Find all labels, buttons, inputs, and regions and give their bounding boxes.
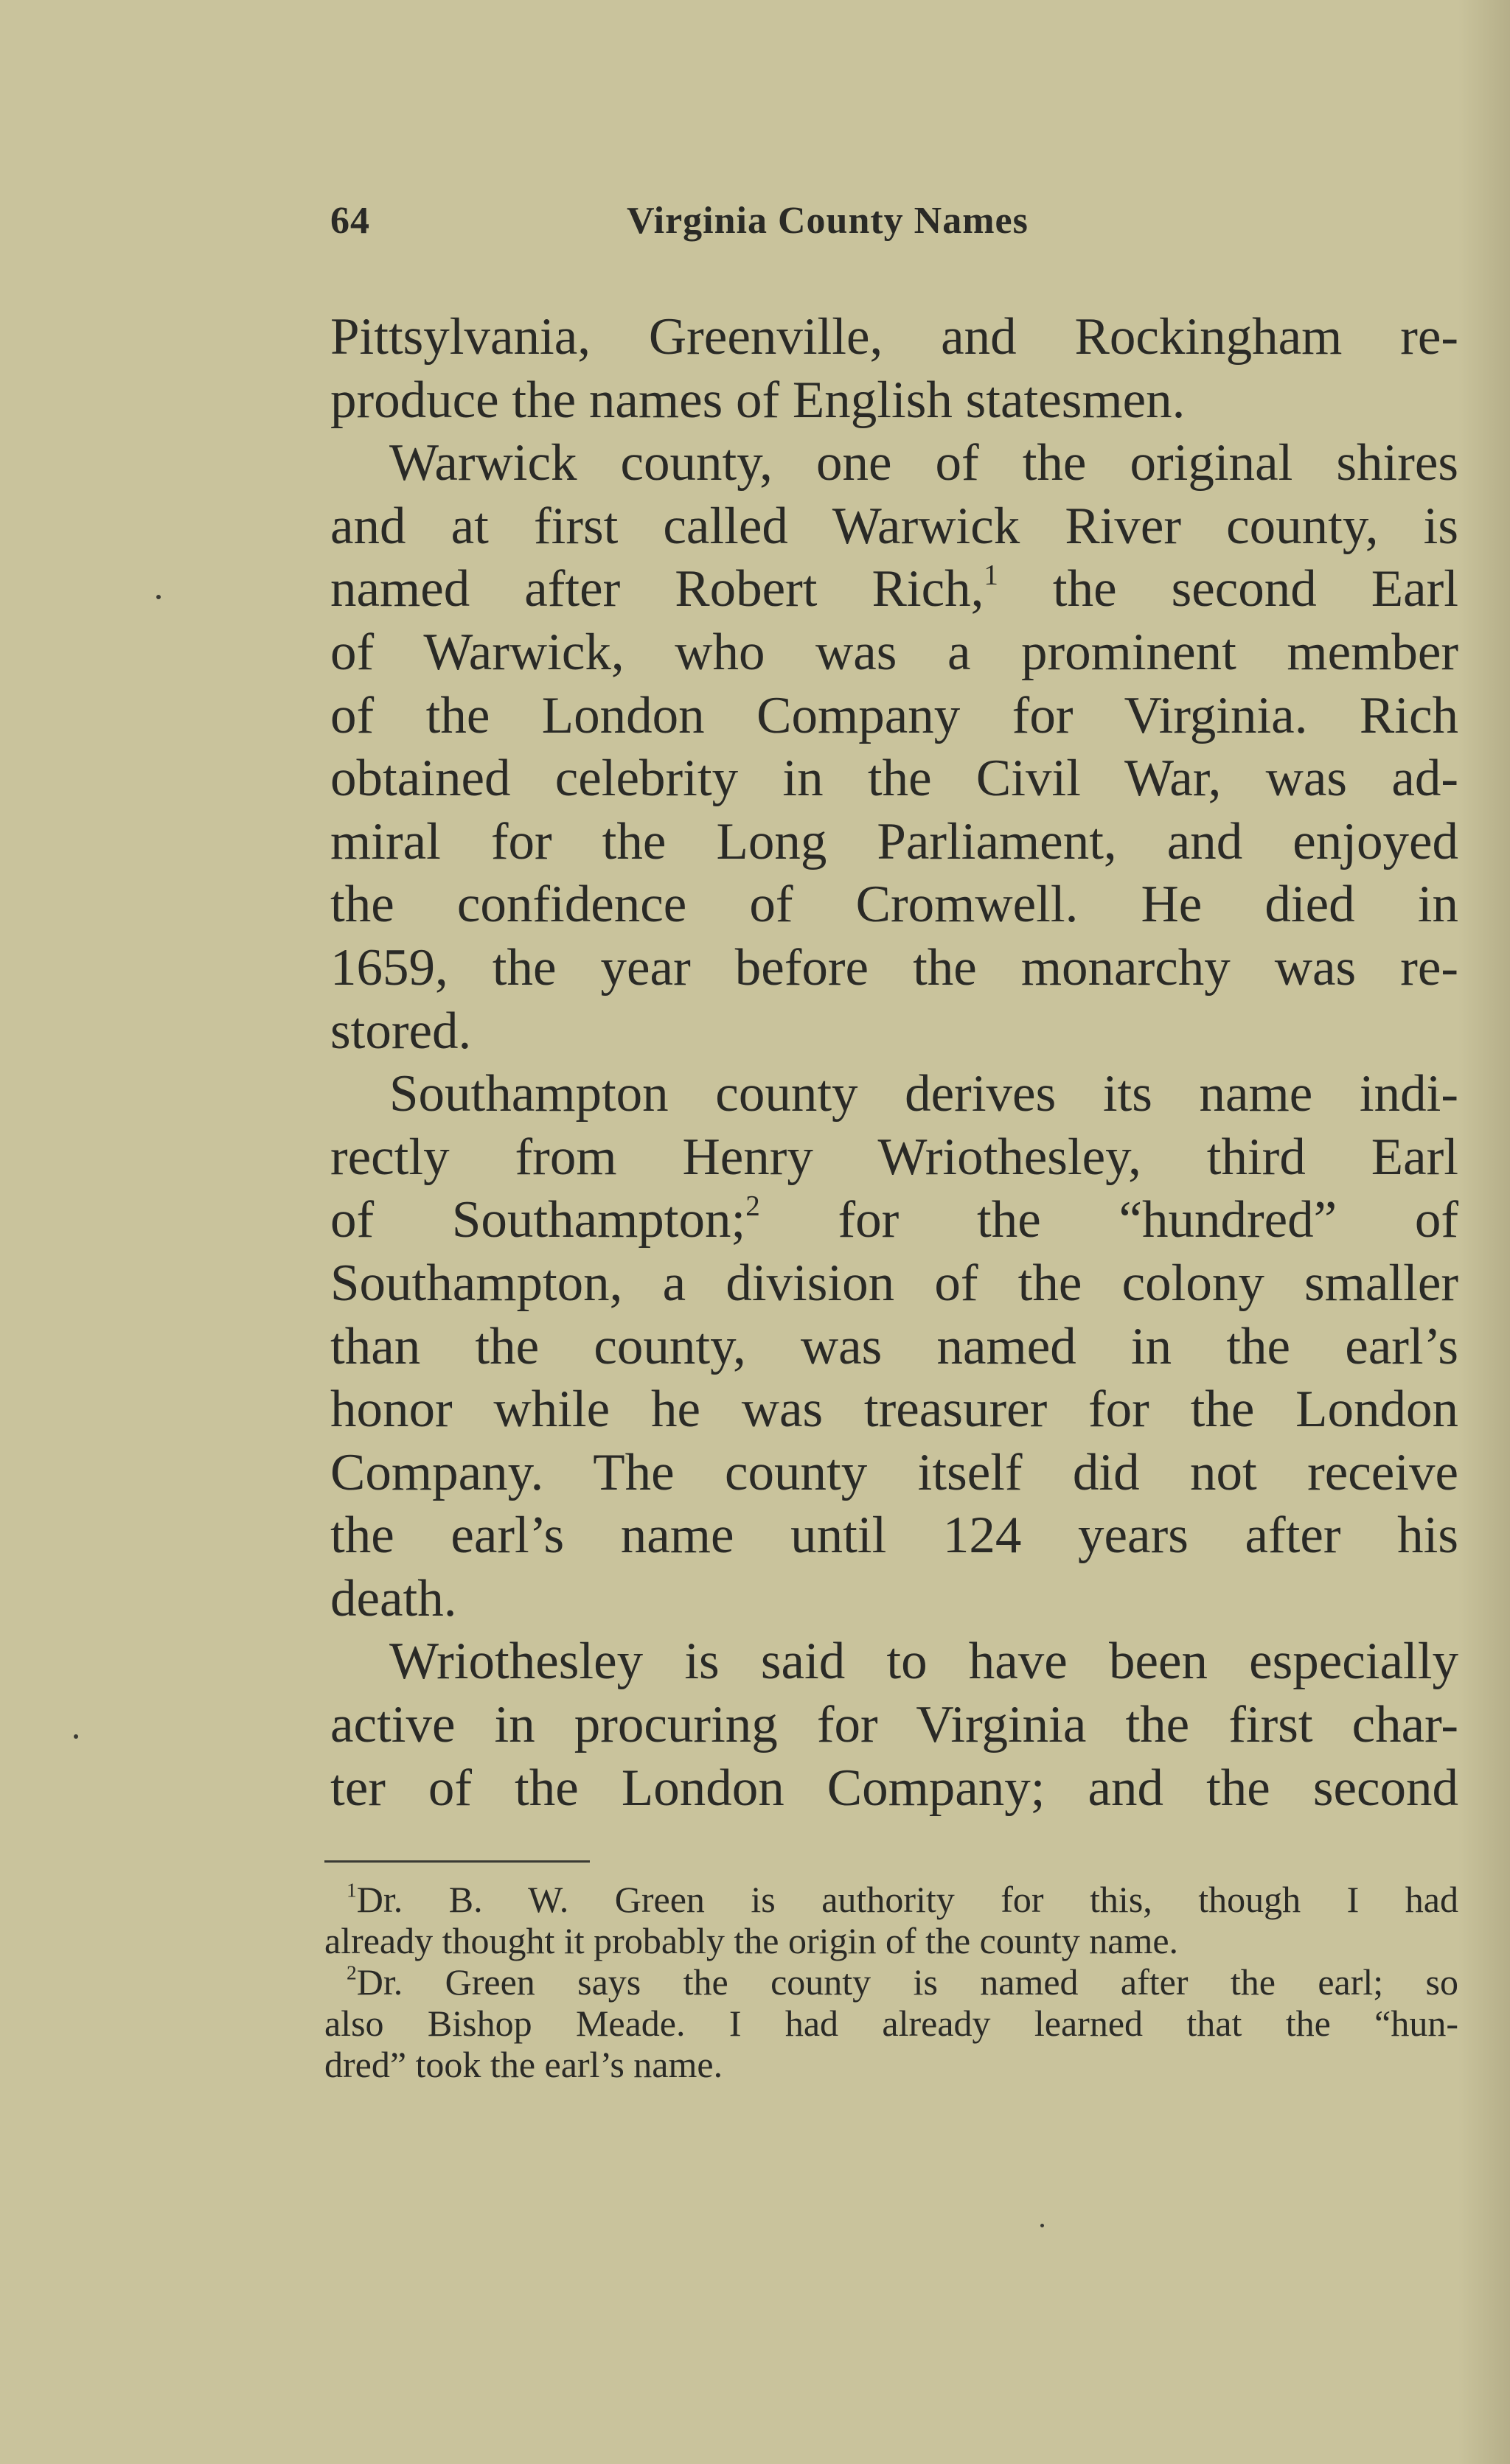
text-line: active in procuring for Virginia the first char- [330, 1696, 1458, 1754]
paragraph-first-line: Warwick county, one of the original shires [389, 434, 1458, 492]
text-line: than the county, was named in the earl’s [330, 1317, 1458, 1375]
text-line: of Warwick, who was a prominent member [330, 623, 1458, 681]
text-line: Company. The county itself did not receive [330, 1443, 1458, 1501]
footnote-1-line: already thought it probably the origin of the county name. [324, 1920, 1179, 1961]
text-segment: for the “hundred” of [759, 1191, 1458, 1249]
text-line: Southampton, a division of the colony smaller [330, 1254, 1458, 1312]
footnote-2-line [324, 1961, 1458, 2003]
body-text [330, 306, 1458, 1820]
text-line: ter of the London Company; and the second [330, 1759, 1458, 1817]
footnote-2-line: also Bishop Meade. I had already learned that the “hun- [324, 2003, 1458, 2044]
text-segment: the second Earl [998, 560, 1458, 618]
footnote-marker-1: 1 [347, 1879, 357, 1902]
text-line: of the London Company for Virginia. Rich [330, 686, 1458, 744]
footnote-ref-2: 2 [745, 1190, 760, 1223]
text-line-with-note-ref [330, 558, 1458, 621]
running-head [330, 199, 1458, 251]
footnote-ref-1: 1 [984, 559, 998, 592]
footnote-text: Dr. B. W. Green is authority for this, though I had [356, 1879, 1458, 1920]
page-number: 64 [330, 200, 370, 242]
text-line: produce the names of English statesmen. [330, 371, 1186, 429]
text-line: the confidence of Cromwell. He died in [330, 876, 1458, 934]
text-segment: named after Robert Rich, [330, 560, 984, 618]
text-line: honor while he was treasurer for the London [330, 1381, 1458, 1439]
paragraph-first-line: Southampton county derives its name indi- [389, 1065, 1458, 1123]
footnote-marker-2: 2 [347, 1961, 357, 1984]
text-line-with-note-ref [330, 1189, 1458, 1252]
text-line: 1659, the year before the monarchy was re- [330, 938, 1458, 997]
page-speck [156, 595, 161, 599]
text-line: the earl’s name until 124 years after his [330, 1507, 1458, 1565]
text-line: death. [330, 1569, 457, 1627]
paragraph-first-line: Wriothesley is said to have been especially [389, 1633, 1458, 1691]
footnote-2-line: dred” took the earl’s name. [324, 2044, 723, 2085]
footnote-1-line [324, 1879, 1458, 1920]
text-segment: of Southampton; [330, 1191, 746, 1249]
text-line: obtained celebrity in the Civil War, was ad- [330, 750, 1458, 808]
footnotes [324, 1879, 1458, 2085]
text-line: miral for the Long Parliament, and enjoyed [330, 812, 1458, 870]
running-title: Virginia County Names [627, 200, 1029, 242]
text-line: and at first called Warwick River county, is [330, 497, 1458, 555]
footnote-rule [324, 1860, 590, 1863]
page-speck [74, 1734, 78, 1739]
page-edge-shadow [1458, 0, 1510, 2464]
text-line: rectly from Henry Wriothesley, third Earl [330, 1128, 1458, 1186]
text-line: stored. [330, 1002, 472, 1060]
text-line: Pittsylvania, Greenville, and Rockingham re- [330, 308, 1458, 366]
footnote-text: Dr. Green says the county is named after the earl; so [356, 1961, 1458, 2003]
page-speck [1040, 2224, 1044, 2227]
